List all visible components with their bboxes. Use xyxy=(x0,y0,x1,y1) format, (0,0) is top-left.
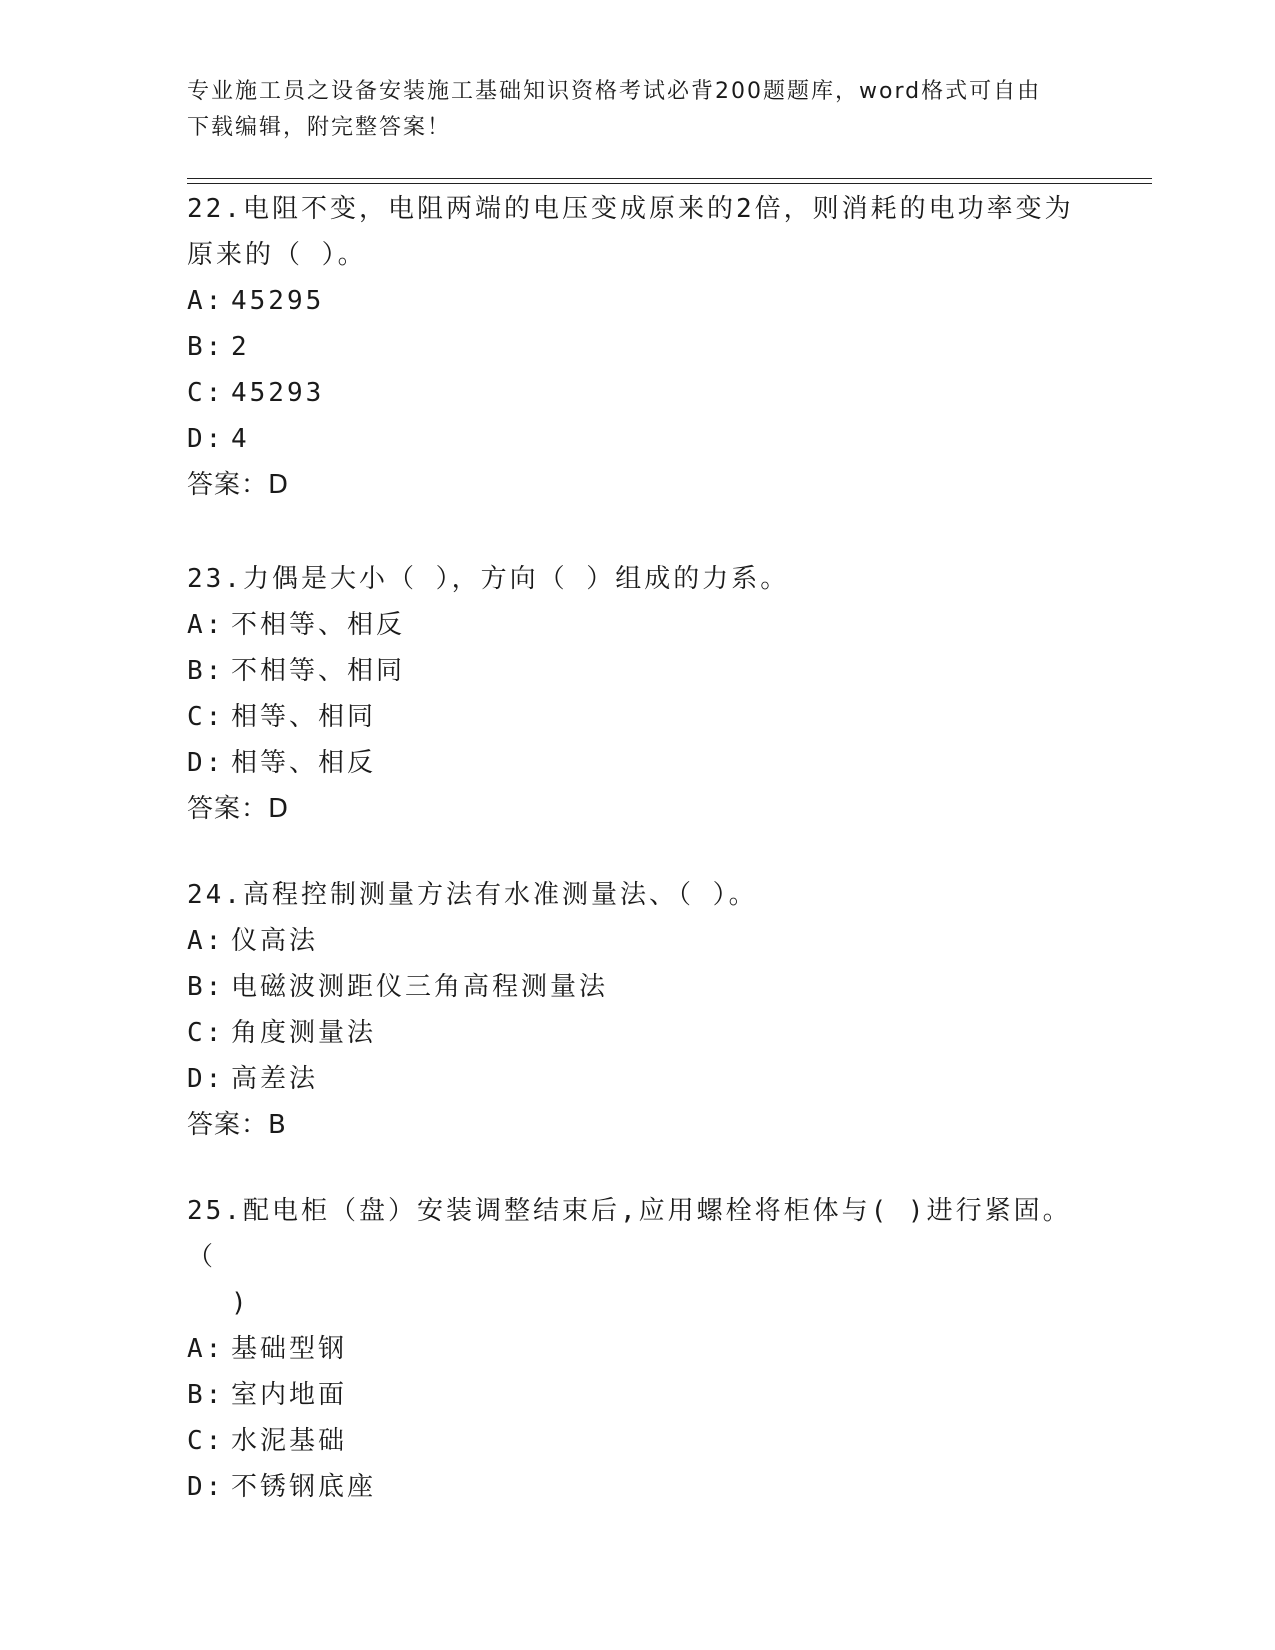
option-letter: A: xyxy=(187,1334,225,1364)
option-text: 基础型钢 xyxy=(231,1334,348,1364)
option-text: 水泥基础 xyxy=(231,1426,348,1456)
option-letter: D: xyxy=(187,748,225,778)
option-letter: D: xyxy=(187,424,225,454)
answer-line: 答案：D xyxy=(187,470,290,500)
header-divider-top xyxy=(187,178,1152,179)
option-letter: B: xyxy=(187,1380,225,1410)
option-letter: B: xyxy=(187,972,225,1002)
option-text: 高差法 xyxy=(231,1064,319,1094)
option-letter: B: xyxy=(187,656,225,686)
option-letter: A: xyxy=(187,926,225,956)
header-line-2: 下载编辑，附完整答案！ xyxy=(187,115,452,140)
option-a xyxy=(187,1326,1087,1372)
option-text: 电磁波测距仪三角高程测量法 xyxy=(231,972,609,1002)
option-text: 室内地面 xyxy=(231,1380,348,1410)
header-divider-bottom xyxy=(187,183,1152,184)
answer-line: 答案：B xyxy=(187,1110,287,1140)
option-letter: C: xyxy=(187,1018,225,1048)
question-23 xyxy=(187,556,1087,832)
option-letter: C: xyxy=(187,1426,225,1456)
option-b xyxy=(187,324,1087,370)
question-25 xyxy=(187,1188,1087,1510)
document-header xyxy=(187,74,1087,146)
option-c xyxy=(187,1010,1087,1056)
option-letter: C: xyxy=(187,378,225,408)
answer-line: 答案：D xyxy=(187,794,290,824)
question-stem-line-1: 23.力偶是大小（ ），方向（ ）组成的力系。 xyxy=(187,564,790,594)
option-a xyxy=(187,278,1087,324)
option-d xyxy=(187,1056,1087,1102)
option-letter: D: xyxy=(187,1064,225,1094)
option-b xyxy=(187,964,1087,1010)
option-b xyxy=(187,1372,1087,1418)
option-text: 4 xyxy=(231,424,250,454)
option-c xyxy=(187,370,1087,416)
question-stem-line-1: 24.高程控制测量方法有水准测量法、（ ）。 xyxy=(187,880,758,910)
question-stem xyxy=(187,186,1087,278)
option-text: 仪高法 xyxy=(231,926,319,956)
option-letter: A: xyxy=(187,610,225,640)
question-stem xyxy=(187,556,1087,602)
question-24 xyxy=(187,872,1087,1148)
option-letter: D: xyxy=(187,1472,225,1502)
option-text: 相等、相同 xyxy=(231,702,377,732)
question-stem xyxy=(187,872,1087,918)
option-text: 相等、相反 xyxy=(231,748,377,778)
header-line-1: 专业施工员之设备安装施工基础知识资格考试必背200题题库，word格式可自由 xyxy=(187,79,1042,104)
option-letter: C: xyxy=(187,702,225,732)
option-c xyxy=(187,1418,1087,1464)
option-text: 45295 xyxy=(231,286,325,316)
question-stem xyxy=(187,1188,1087,1326)
question-stem-line-1: 25.配电柜（盘）安装调整结束后,应用螺栓将柜体与( )进行紧固。（ xyxy=(187,1196,1072,1272)
option-text: 2 xyxy=(231,332,250,362)
question-stem-line-2: ) xyxy=(231,1288,250,1318)
question-stem-line-1: 22.电阻不变，电阻两端的电压变成原来的2倍，则消耗的电功率变为 xyxy=(187,194,1074,224)
option-d xyxy=(187,740,1087,786)
option-text: 不相等、相反 xyxy=(231,610,406,640)
option-text: 不相等、相同 xyxy=(231,656,406,686)
question-22 xyxy=(187,186,1087,508)
option-letter: B: xyxy=(187,332,225,362)
option-letter: A: xyxy=(187,286,225,316)
option-c xyxy=(187,694,1087,740)
option-b xyxy=(187,648,1087,694)
option-text: 不锈钢底座 xyxy=(231,1472,377,1502)
question-stem-line-2: 原来的（ ）。 xyxy=(187,240,367,270)
option-a xyxy=(187,918,1087,964)
option-d xyxy=(187,416,1087,462)
option-text: 角度测量法 xyxy=(231,1018,377,1048)
option-a xyxy=(187,602,1087,648)
option-text: 45293 xyxy=(231,378,325,408)
option-d xyxy=(187,1464,1087,1510)
